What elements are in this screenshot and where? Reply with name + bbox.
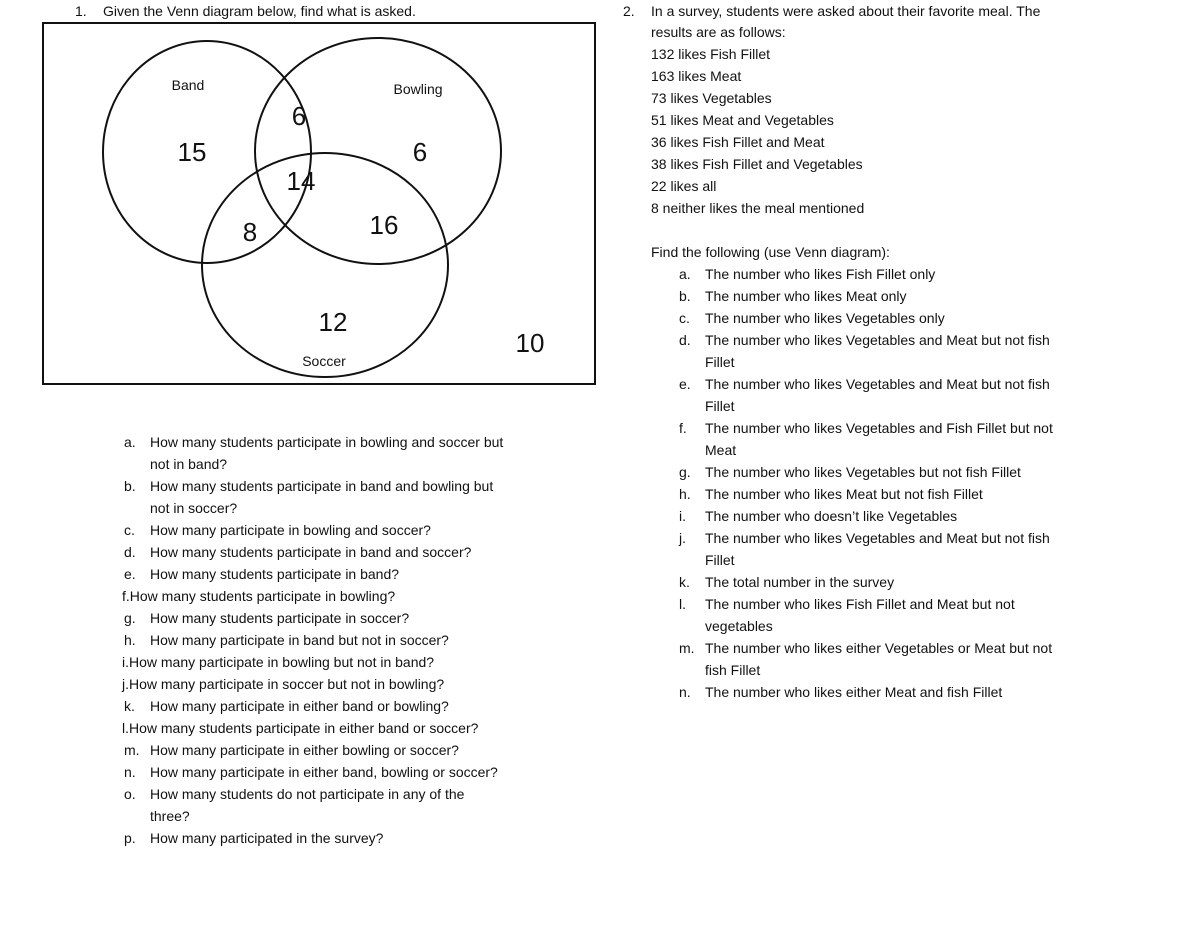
q2-item-marker: a.: [679, 266, 691, 282]
q1-item-text: How many students do not participate in any of the: [150, 786, 465, 802]
q1-item-text: How many students participate in band?: [150, 566, 400, 582]
q2-item-text: The number who likes either Vegetables or Meat but not: [705, 640, 1053, 656]
q2-item-text: The number who likes Vegetables and Meat but not fish: [705, 530, 1050, 546]
q1-item-text: How many students participate in band and bowling but: [150, 478, 494, 494]
q1-item-marker: b.: [124, 478, 136, 494]
q2-item-marker: b.: [679, 288, 691, 304]
q2-item-text-continued: Fillet: [705, 552, 735, 568]
q2-item-text: The number who likes Vegetables and Fish Fillet but not: [705, 420, 1053, 436]
q2-find-heading: Find the following (use Venn diagram):: [651, 244, 890, 260]
q2-item-marker: d.: [679, 332, 691, 348]
q2-item-marker: e.: [679, 376, 691, 392]
q1-item-marker: o.: [124, 786, 136, 802]
q1-item-marker: k.: [124, 698, 135, 714]
q2-item-marker: k.: [679, 574, 690, 590]
q1-item-text: i.How many participate in bowling but not in band?: [122, 654, 435, 670]
q2-item-text: The number who likes either Meat and fish Fillet: [705, 684, 1003, 700]
q2-item-text: The number who likes Vegetables and Meat but not fish: [705, 376, 1050, 392]
region-all-three: 14: [286, 166, 316, 196]
q2-result-line: 163 likes Meat: [651, 68, 742, 84]
q2-result-line: 132 likes Fish Fillet: [651, 46, 771, 62]
q2-result-line: 8 neither likes the meal mentioned: [651, 200, 865, 216]
q1-item-text-continued: not in soccer?: [150, 500, 238, 516]
q1-item-text: How many participate in bowling and soccer?: [150, 522, 431, 538]
region-bowling-soccer: 16: [369, 210, 399, 240]
q1-item-text: f.How many students participate in bowling?: [122, 588, 396, 604]
q2-item-text: The number who likes Meat only: [705, 288, 907, 304]
q1-item-text: How many students participate in bowling and soccer but: [150, 434, 504, 450]
q1-item-marker: g.: [124, 610, 136, 626]
q1-item-text: How many participate in band but not in soccer?: [150, 632, 449, 648]
region-bowling-only: 6: [412, 137, 428, 167]
q1-item-marker: n.: [124, 764, 136, 780]
q2-item-marker: c.: [679, 310, 690, 326]
q2-intro-line1: In a survey, students were asked about their favorite meal. The: [651, 3, 1041, 19]
q2-item-marker: l.: [679, 596, 686, 612]
region-outside: 10: [515, 328, 545, 358]
q2-result-line: 22 likes all: [651, 178, 717, 194]
band-circle: [103, 41, 311, 263]
q1-number: 1.: [75, 3, 87, 19]
bowling-label: Bowling: [393, 81, 443, 97]
region-band-only: 15: [177, 137, 207, 167]
q2-item-marker: h.: [679, 486, 691, 502]
q2-item-text: The number who likes Fish Fillet only: [705, 266, 936, 282]
q2-item-text-continued: Fillet: [705, 354, 735, 370]
q1-item-text: j.How many participate in soccer but not in bowling?: [122, 676, 445, 692]
q1-item-text: How many students participate in soccer?: [150, 610, 410, 626]
q2-result-line: 51 likes Meat and Vegetables: [651, 112, 834, 128]
q2-item-text: The number who likes Vegetables only: [705, 310, 945, 326]
q1-item-text: How many students participate in band and soccer?: [150, 544, 472, 560]
q1-item-text: How many participate in either band, bowling or soccer?: [150, 764, 498, 780]
q1-item-marker: h.: [124, 632, 136, 648]
q2-result-line: 38 likes Fish Fillet and Vegetables: [651, 156, 863, 172]
q2-item-marker: n.: [679, 684, 691, 700]
q2-item-text: The number who likes Fish Fillet and Meat but not: [705, 596, 1015, 612]
venn-diagram: [0, 0, 600, 400]
band-label: Band: [171, 77, 205, 93]
q2-item-text: The number who likes Vegetables and Meat but not fish: [705, 332, 1050, 348]
region-band-bowling: 6: [291, 101, 307, 131]
q1-item-marker: c.: [124, 522, 135, 538]
q1-item-marker: e.: [124, 566, 136, 582]
q2-number: 2.: [623, 3, 635, 19]
q2-item-marker: g.: [679, 464, 691, 480]
q2-item-text: The number who likes Vegetables but not fish Fillet: [705, 464, 1021, 480]
region-band-soccer: 8: [242, 217, 258, 247]
q2-result-line: 73 likes Vegetables: [651, 90, 772, 106]
q2-item-marker: m.: [679, 640, 695, 656]
soccer-label: Soccer: [302, 353, 346, 369]
q1-item-text: How many participated in the survey?: [150, 830, 384, 846]
q2-item-text: The number who doesn’t like Vegetables: [705, 508, 958, 524]
q1-item-text-continued: three?: [150, 808, 190, 824]
q2-result-line: 36 likes Fish Fillet and Meat: [651, 134, 825, 150]
q1-item-text: How many participate in either bowling or soccer?: [150, 742, 459, 758]
region-soccer-only: 12: [318, 307, 348, 337]
q2-intro-line2: results are as follows:: [651, 24, 786, 40]
q2-item-marker: j.: [679, 530, 686, 546]
q1-item-marker: m.: [124, 742, 140, 758]
q2-item-text: The number who likes Meat but not fish Fillet: [705, 486, 983, 502]
q2-item-text-continued: vegetables: [705, 618, 773, 634]
q1-item-marker: p.: [124, 830, 136, 846]
q2-item-marker: i.: [679, 508, 686, 524]
q1-item-text-continued: not in band?: [150, 456, 228, 472]
q2-item-text: The total number in the survey: [705, 574, 895, 590]
q1-item-text: How many participate in either band or bowling?: [150, 698, 449, 714]
q1-title: Given the Venn diagram below, find what is asked.: [103, 3, 416, 19]
q1-item-marker: d.: [124, 544, 136, 560]
soccer-circle: [202, 153, 448, 377]
q2-item-text-continued: Fillet: [705, 398, 735, 414]
q1-item-marker: a.: [124, 434, 136, 450]
q2-item-text-continued: fish Fillet: [705, 662, 761, 678]
q2-item-text-continued: Meat: [705, 442, 737, 458]
q1-item-text: l.How many students participate in either band or soccer?: [122, 720, 479, 736]
q2-item-marker: f.: [679, 420, 687, 436]
